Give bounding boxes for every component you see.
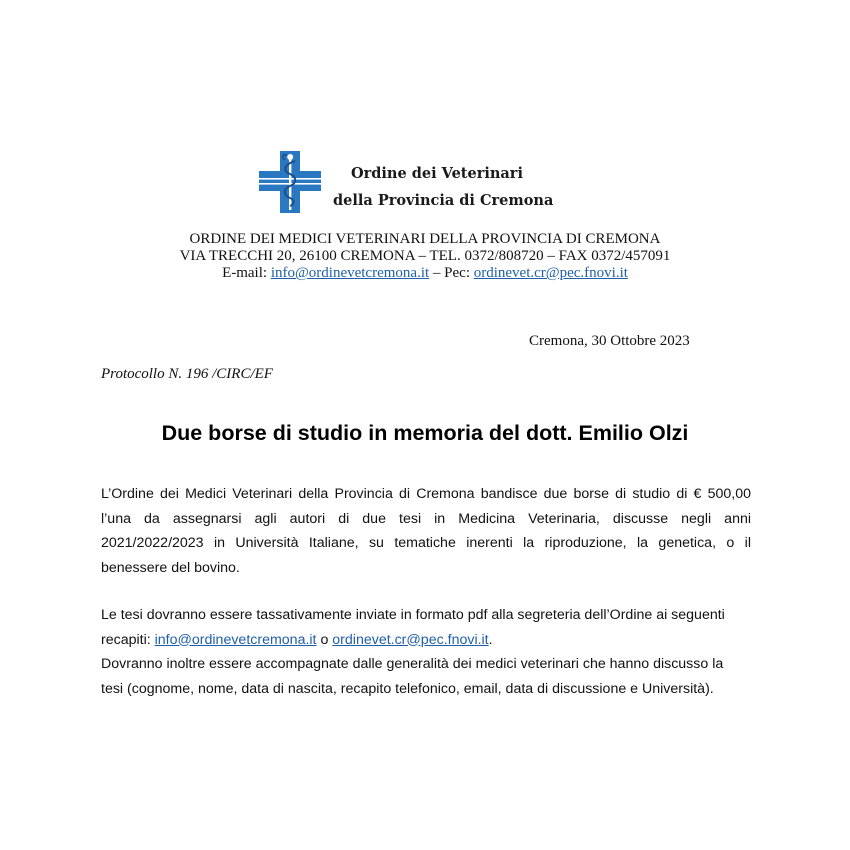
paragraph-line: benessere del bovino. [101, 559, 240, 576]
body-pec-link[interactable]: ordinevet.cr@pec.fnovi.it [332, 631, 489, 648]
email-link[interactable]: info@ordinevetcremona.it [270, 265, 430, 281]
logo-text [333, 160, 553, 214]
paragraph-line: Le tesi dovranno essere tassativamente inviate in formato pdf alla segreteria dell’Ordine ai seguenti [101, 607, 725, 623]
logo-line-1: Ordine dei Veterinari [351, 165, 523, 182]
logo-line-2: della Provincia di Cremona [333, 192, 554, 209]
line-end: . [488, 631, 493, 648]
recipients-label: recapiti: [101, 631, 155, 648]
pec-link[interactable]: ordinevet.cr@pec.fnovi.it [473, 265, 628, 281]
email-label: E-mail: [222, 265, 271, 281]
organization-address: VIA TRECCHI 20, 26100 CREMONA – TEL. 0372/808720 – FAX 0372/457091 [179, 248, 671, 264]
letterhead [0, 231, 850, 282]
paragraph-submission [101, 603, 751, 701]
paragraph-announcement [101, 482, 751, 580]
organization-name: ORDINE DEI MEDICI VETERINARI DELLA PROVINCIA DI CREMONA [189, 231, 661, 247]
paragraph-line: Dovranno inoltre essere accompagnate dalle generalità dei medici veterinari che hanno discusso la [101, 656, 724, 672]
paragraph-line: tesi (cognome, nome, data di nascita, recapito telefonico, email, data di discussione e Università). [101, 680, 714, 697]
paragraph-line [101, 628, 751, 653]
veterinary-order-logo-icon [259, 151, 321, 213]
letter-date: Cremona, 30 Ottobre 2023 [529, 333, 690, 349]
body-email-link[interactable]: info@ordinevetcremona.it [154, 631, 317, 648]
contact-line [0, 265, 850, 282]
pec-label: – Pec: [429, 265, 474, 281]
paragraph-line: L’Ordine dei Medici Veterinari della Provincia di Cremona bandisce due borse di studio di € 500,00 [101, 486, 751, 502]
paragraph-line: 2021/2022/2023 in Università Italiane, su tematiche inerenti la riproduzione, la genetica, o il [101, 535, 751, 551]
paragraph-line: l’una da assegnarsi agli autori di due tesi in Medicina Veterinaria, discusse negli anni [101, 510, 751, 527]
document-title: Due borse di studio in memoria del dott. Emilio Olzi [161, 421, 689, 445]
protocol-number: Protocollo N. 196 /CIRC/EF [101, 366, 273, 382]
connector-text: o [316, 631, 333, 648]
